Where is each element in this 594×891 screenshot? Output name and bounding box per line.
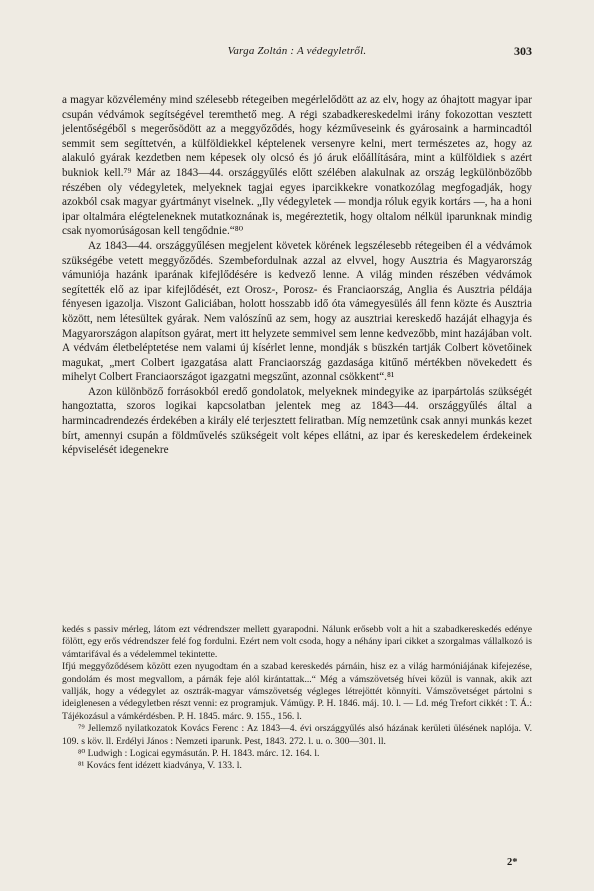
footnote-79: ⁷⁹ Jellemző nyilatkozatok Kovács Ferenc : Az 1843—4. évi országgyűlés alsó házának kerületi ülésének naplója. V. 109. s köv. ll. Erdélyi János : Nemzeti iparunk. Pest, 1843. 272. l. u. o. 300—301. ll. xyxy=(62,723,532,747)
footnotes xyxy=(62,624,532,773)
footnote-81: ⁸¹ Kovács fent idézett kiadványa, V. 133. l. xyxy=(78,760,242,772)
paragraph: a magyar közvélemény mind szélesebb rétegeiben megérlelődött az az elv, hogy az óhajtott magyar ipar csupán védvámok segítségével teremthető meg. A régi szabadkereskedelmi irány fokozottan vesztett jelentőségéből s megerősödött az a meggyőződés, hogy kézműveseink és gyárosaink a harmincadtól semmit sem segíttetvén, a külföldiekkel képtelenek versenyre kelni, mert természetes az, hogy az alakuló gyárak kezdetben nem képesek oly olcsó és jó áruk előállítására, mint a külföldiek s azért bukniok kell.⁷⁹ Már az 1843—44. országgyűlés előtt szélében alakulnak az ország legkülönbözőbb részében oly védegyletek, melyeknek tagjai egyes iparcikkekre vonatkozólag megfogadják, hogy azokból csak magyar gyártmányt viselnek. „Ily védegyletek — mondja róluk egyik kortárs —, ha a honi ipar oltalmára elégteleneknek mutatkoznának is, megéreztetik, hogy oltalom nélkül iparunknak mindig csak nyomorúságosan kell tengődnie.“⁸⁰ xyxy=(62,94,532,238)
paragraph: Azon különböző forrásokból eredő gondolatok, melyeknek mindegyike az iparpártolás szükségét hangoztatta, szoros logikai kapcsolatban jelentek meg az 1843—44. országgyűlés által a harmincadrendezés érdekében a király elé terjesztett feliratban. Míg nemzetünk csak annyi munkás kezet bírt, amennyi csupán a földművelés szükségeit volt képes ellátni, az ipar és kereskedelem érdekeinek képviselését idegenekre xyxy=(62,385,532,457)
page-header xyxy=(62,45,532,61)
signature-mark: 2* xyxy=(507,857,518,868)
paragraph: Az 1843—44. országgyűlésen megjelent követek körének legszélesebb rétegeiben él a védvámok szükségébe vetett meggyőződés. Szembefordulnak azzal az elvvel, hogy Ausztria és Magyarország vámuniója hazánk iparának kifejlődésére is kedvező lenne. A világ minden részében védvámok segítették elő az ipar kifejlődését, ezt Orosz-, Porosz- és Franciaország, Anglia és Ausztria példája fényesen igazolja. Viszont Galiciában, holott hosszabb idő óta vámegyesülés áll fenn közte és Ausztria között, nem létesültek gyárak. Nem valószínű az sem, hogy az ausztriai kereskedő hazáját elhagyja és Magyarországon alapítson gyárat, mert itt helyzete semmivel sem lenne kedvezőbb, mint hazájában volt. A védvám életbeléptetése nem valami új kísérlet lenne, mondják s büszkén tartják Colbert követőinek magukat, „mert Colbert igazgatása alatt Franciaország gazdasága kitűnő mértékben növekedett és mihelyt Colbert Franciaországot igazgatni megszűnt, azonnal csökkent“.⁸¹ xyxy=(62,239,532,384)
body-text xyxy=(62,93,532,458)
footnote-80: ⁸⁰ Ludwigh : Logicai egymásután. P. H. 1843. márc. 12. 164. l. xyxy=(78,748,320,760)
footnote-continuation: Ifjú meggyőződésem között ezen nyugodtam én a szabad kereskedés párnáin, hisz ez a világ harmóniájának kifejezése, gondolám és most megvallom, a párnák feje alól kirántattak...“ Még a vámszövetség hívei közül is vannak, akik azt vallják, hogy a védegylet az osztrák-magyar vámszövetség végleges létrejöttét könnyíti. Vámszövetséget pártolni s ideiglenesen a védegyletben részt venni: ez programjuk. Vámügy. P. H. 1846. máj. 10. l. — Ld. még Trefort cikkét : T. Á.: Tájékozásul a vámkérdésben. P. H. 1845. márc. 9. 155., 156. l. xyxy=(62,661,532,722)
footnote-continuation: kedés s passiv mérleg, látom ezt védrendszer mellett gyarapodni. Nálunk erősebb volt a hit a szabadkereskedés edénye fölött, egy erős védrendszer felé fog fordulni. Ezért nem volt csoda, hogy a néhány ipari cikket a szorgalmas vállalkozó is vámtarifával és a védelemmel tekintette. xyxy=(62,624,532,660)
page-number: 303 xyxy=(514,44,532,58)
running-title: Varga Zoltán : A védegyletről. xyxy=(227,45,367,57)
